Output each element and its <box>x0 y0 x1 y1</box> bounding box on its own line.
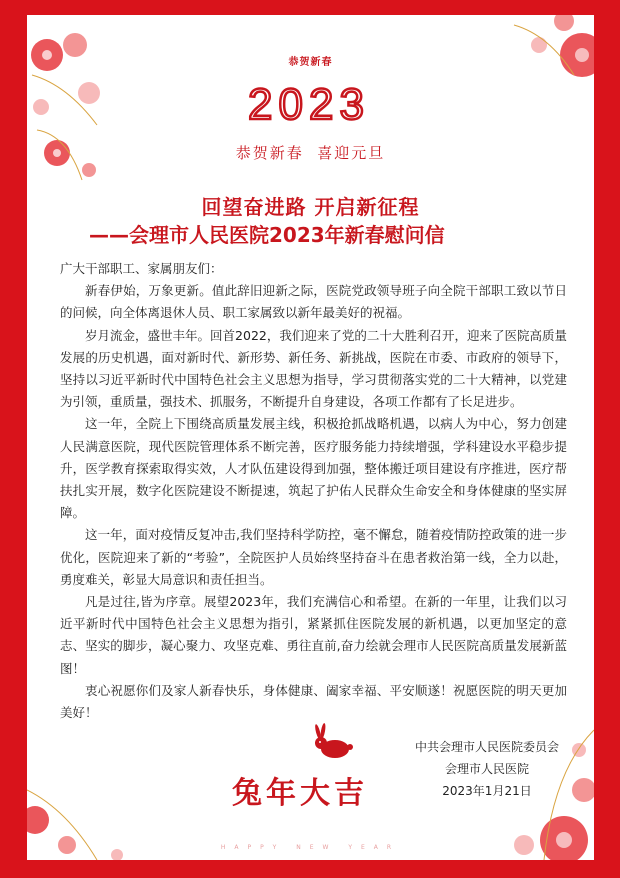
salutation: 广大干部职工、家属朋友们： <box>60 261 223 276</box>
signature-org2: 会理市人民医院 <box>444 762 529 776</box>
letter-title-line1: 回望奋进路 开启新征程 <box>201 195 420 219</box>
happy-new-year-text: HAPPY NEW YEAR <box>220 844 401 851</box>
year-text: 2023 <box>248 80 370 129</box>
letter-title-line2: ——会理市人民医院2023年新春慰问信 <box>89 223 445 247</box>
header-small-greeting: 恭贺新春 <box>288 57 333 68</box>
paragraph: 这一年，全院上下围绕高质量发展主线，积极抢抓战略机遇，以病人为中心，努力创建人民满意医院，现代医院管理体系不断完善，医疗服务能力持续增强，学科建设水平稳步提升，医学教育探索取得实效，人才队伍建设得到加强，整体搬迁项目建设有序推进，医疗帮扶扎实开展，数字化医院建设不断提速，筑起了护佑人民群众生命安全和身体健康的坚实屏障。 <box>60 416 567 521</box>
rabbit-year-blessing: 兔年大吉 <box>232 776 368 811</box>
paragraph: 凡是过往,皆为序章。展望2023年，我们充满信心和希望。在新的一年里，让我们以习近平新时代中国特色社会主义思想为指引，紧紧抓住医院发展的新机遇，以更加坚定的意志、坚实的脚步，凝心聚力、攻坚克难、勇往直前,奋力绘就会理市人民医院高质量发展新蓝图！ <box>60 594 567 676</box>
rabbit-icon <box>309 723 359 763</box>
signature-date: 2023年1月21日 <box>442 784 532 798</box>
paragraph: 这一年，面对疫情反复冲击,我们坚持科学防控，毫不懈怠，随着疫情防控政策的进一步优化，医院迎来了新的“考验”，全院医护人员始终坚持奋斗在患者救治第一线，全力以赴，勇度难关，彰显大局意识和责任担当。 <box>60 527 567 587</box>
greeting-line: 恭贺新春 喜迎元旦 <box>235 144 386 162</box>
year-logo <box>227 79 392 129</box>
letter-page <box>27 15 594 860</box>
paragraph: 衷心祝愿你们及家人新春快乐，身体健康、阖家幸福、平安顺遂！祝愿医院的明天更加美好！ <box>60 682 567 721</box>
paragraph: 岁月流金，盛世丰年。回首2022，我们迎来了党的二十大胜利召开，迎来了医院高质量发展的历史机遇，面对新时代、新形势、新任务、新挑战，医院在市委、市政府的领导下，坚持以习近平新时代中国特色社会主义思想为指导，学习贯彻落实党的二十大精神，以党建为引领，重质量，强技术、抓服务，不断提升自身建设，各项工作都有了长足进步。 <box>60 327 567 410</box>
signature-block <box>407 736 567 802</box>
paragraph: 新春伊始，万象更新。值此辞旧迎新之际，医院党政领导班子向全院干部职工致以节日的问候，向全体离退休人员、职工家属致以新年最美好的祝福。 <box>60 283 567 321</box>
signature-org1: 中共会理市人民医院委员会 <box>414 740 559 754</box>
letter-body <box>60 258 567 724</box>
